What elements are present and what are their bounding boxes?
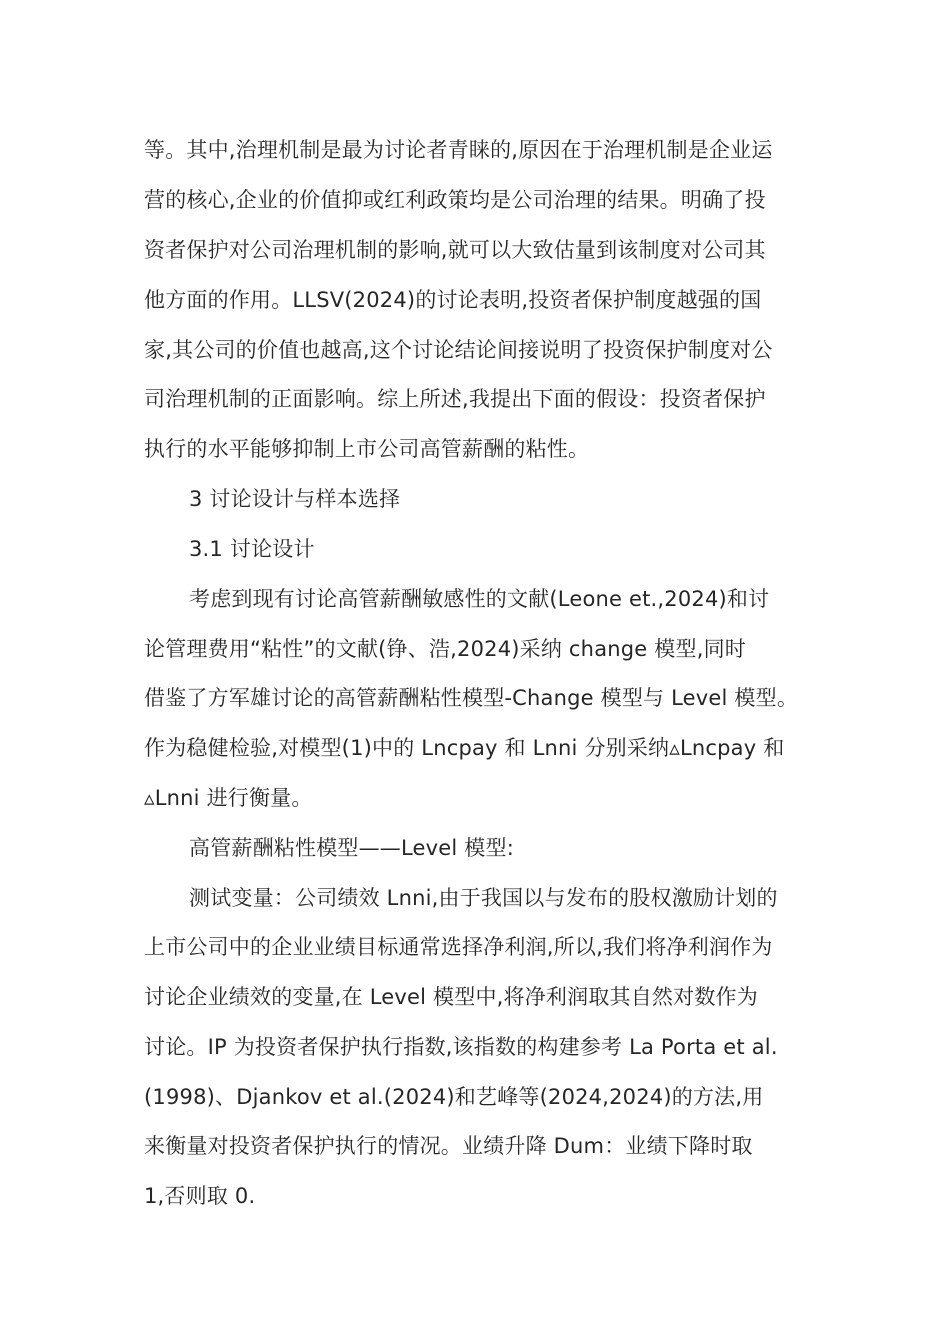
paragraph-line: 讨论企业绩效的变量,在 Level 模型中,将净利润取其自然对数作为 (144, 985, 758, 1009)
paragraph-line: 上市公司中的企业业绩目标通常选择净利润,所以,我们将净利润作为 (144, 935, 773, 959)
paragraph-line: 考虑到现有讨论高管薪酬敏感性的文献(Leone et.,2024)和讨 (189, 587, 770, 611)
subsection-heading: 3.1 讨论设计 (189, 537, 315, 561)
paragraph-line: 他方面的作用。LLSV(2024)的讨论表明,投资者保护制度越强的国 (144, 288, 762, 312)
paragraph-line: (1998)、Djankov et al.(2024)和艺峰等(2024,2024)的方法,用 (144, 1085, 764, 1109)
paragraph-line: 资者保护对公司治理机制的影响,就可以大致估量到该制度对公司其 (144, 238, 766, 262)
paragraph-line: 等。其中,治理机制是最为讨论者青睐的,原因在于治理机制是企业运 (144, 138, 773, 162)
paragraph-line: 论管理费用“粘性”的文献(铮、浩,2024)采纳 change 模型,同时 (144, 637, 746, 661)
paragraph-line: 借鉴了方军雄讨论的高管薪酬粘性模型-Change 模型与 Level 模型。 (144, 686, 799, 710)
model-heading: 高管薪酬粘性模型——Level 模型: (189, 836, 514, 860)
paragraph-line: 作为稳健检验,对模型(1)中的 Lncpay 和 Lnni 分别采纳▵Lncpay 和 (144, 736, 785, 760)
paragraph-line: 来衡量对投资者保护执行的情况。业绩升降 Dum：业绩下降时取 (144, 1134, 753, 1158)
paragraph-line: 家,其公司的价值也越高,这个讨论结论间接说明了投资保护制度对公 (144, 338, 773, 362)
paragraph-line: 测试变量：公司绩效 Lnni,由于我国以与发布的股权激励计划的 (189, 886, 778, 910)
paragraph-line: 营的核心,企业的价值抑或红利政策均是公司治理的结果。明确了投 (144, 188, 766, 212)
paragraph-line: ▵Lnni 进行衡量。 (144, 786, 313, 810)
paragraph-line: 1,否则取 0. (144, 1184, 256, 1208)
paragraph-line: 司治理机制的正面影响。综上所述,我提出下面的假设：投资者保护 (144, 387, 766, 411)
paragraph-line: 讨论。IP 为投资者保护执行指数,该指数的构建参考 La Porta et al. (144, 1035, 778, 1059)
section-heading: 3 讨论设计与样本选择 (189, 487, 401, 511)
paragraph-line: 执行的水平能够抑制上市公司高管薪酬的粘性。 (144, 437, 590, 461)
